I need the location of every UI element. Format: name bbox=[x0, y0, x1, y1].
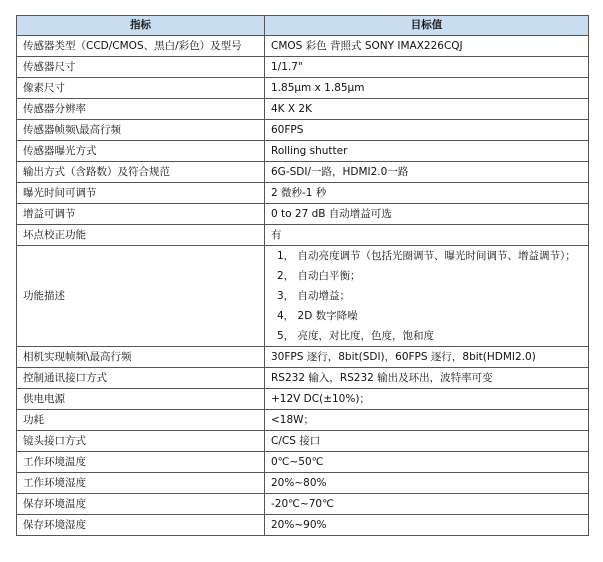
table-row bbox=[17, 162, 589, 183]
table-row bbox=[17, 452, 589, 473]
spec-table bbox=[16, 15, 589, 536]
row-value: <18W； bbox=[265, 410, 589, 431]
row-value: 6G-SDI/一路，HDMI2.0一路 bbox=[265, 162, 589, 183]
row-value: -20℃~70℃ bbox=[265, 494, 589, 515]
table-row bbox=[17, 389, 589, 410]
table-row bbox=[17, 99, 589, 120]
row-value: RS232 输入，RS232 输出及环出，波特率可变 bbox=[265, 368, 589, 389]
table-row bbox=[17, 36, 589, 57]
header-row bbox=[17, 16, 589, 36]
row-value: 2 微秒-1 秒 bbox=[265, 183, 589, 204]
row-value: C/CS 接口 bbox=[265, 431, 589, 452]
table-row bbox=[17, 141, 589, 162]
row-label: 像素尺寸 bbox=[17, 78, 265, 99]
row-label: 相机实现帧频\最高行频 bbox=[17, 347, 265, 368]
function-line: 3， 自动增益； bbox=[277, 290, 351, 302]
function-description-row bbox=[17, 246, 589, 347]
table-row bbox=[17, 78, 589, 99]
table-row bbox=[17, 431, 589, 452]
row-value: 20%~80% bbox=[265, 473, 589, 494]
table-row bbox=[17, 204, 589, 225]
row-value: 30FPS 逐行，8bit(SDI)，60FPS 逐行，8bit(HDMI2.0) bbox=[265, 347, 589, 368]
row-label: 坏点校正功能 bbox=[17, 225, 265, 246]
row-value: 0 to 27 dB 自动增益可选 bbox=[265, 204, 589, 225]
row-value: 0℃~50℃ bbox=[265, 452, 589, 473]
function-line: 5， 亮度，对比度，色度，饱和度 bbox=[277, 330, 435, 342]
row-value: +12V DC(±10%)； bbox=[265, 389, 589, 410]
row-value: 20%~90% bbox=[265, 515, 589, 536]
function-description-list bbox=[265, 246, 589, 347]
row-label: 功能描述 bbox=[17, 246, 265, 347]
function-line: 1， 自动亮度调节（包括光圈调节、曝光时间调节、增益调节）； bbox=[277, 250, 576, 262]
row-label: 增益可调节 bbox=[17, 204, 265, 225]
function-line: 2， 自动白平衡； bbox=[277, 270, 361, 282]
row-label: 保存环境湿度 bbox=[17, 515, 265, 536]
row-label: 传感器分辨率 bbox=[17, 99, 265, 120]
header-target: 目标值 bbox=[265, 16, 589, 36]
function-line: 4， 2D 数字降噪 bbox=[277, 310, 358, 322]
row-label: 供电电源 bbox=[17, 389, 265, 410]
row-value: 60FPS bbox=[265, 120, 589, 141]
table-row bbox=[17, 183, 589, 204]
table-row bbox=[17, 57, 589, 78]
row-value: 有 bbox=[265, 225, 589, 246]
header-item: 指标 bbox=[17, 16, 265, 36]
row-value: 1.85μm x 1.85μm bbox=[265, 78, 589, 99]
row-label: 传感器帧频\最高行频 bbox=[17, 120, 265, 141]
row-label: 输出方式（含路数）及符合规范 bbox=[17, 162, 265, 183]
row-value: Rolling shutter bbox=[265, 141, 589, 162]
table-row bbox=[17, 515, 589, 536]
table-row bbox=[17, 410, 589, 431]
table-row bbox=[17, 225, 589, 246]
table-row bbox=[17, 368, 589, 389]
row-value: 1/1.7" bbox=[265, 57, 589, 78]
table-row bbox=[17, 473, 589, 494]
table-row bbox=[17, 347, 589, 368]
row-label: 功耗 bbox=[17, 410, 265, 431]
row-label: 工作环境湿度 bbox=[17, 473, 265, 494]
row-label: 曝光时间可调节 bbox=[17, 183, 265, 204]
row-label: 保存环境温度 bbox=[17, 494, 265, 515]
row-value: CMOS 彩色 背照式 SONY IMAX226CQJ bbox=[265, 36, 589, 57]
row-label: 传感器尺寸 bbox=[17, 57, 265, 78]
row-label: 控制通讯接口方式 bbox=[17, 368, 265, 389]
row-label: 传感器曝光方式 bbox=[17, 141, 265, 162]
row-value: 4K X 2K bbox=[265, 99, 589, 120]
row-label: 镜头接口方式 bbox=[17, 431, 265, 452]
table-row bbox=[17, 120, 589, 141]
row-label: 传感器类型（CCD/CMOS、黑白/彩色）及型号 bbox=[17, 36, 265, 57]
table-row bbox=[17, 494, 589, 515]
row-label: 工作环境温度 bbox=[17, 452, 265, 473]
